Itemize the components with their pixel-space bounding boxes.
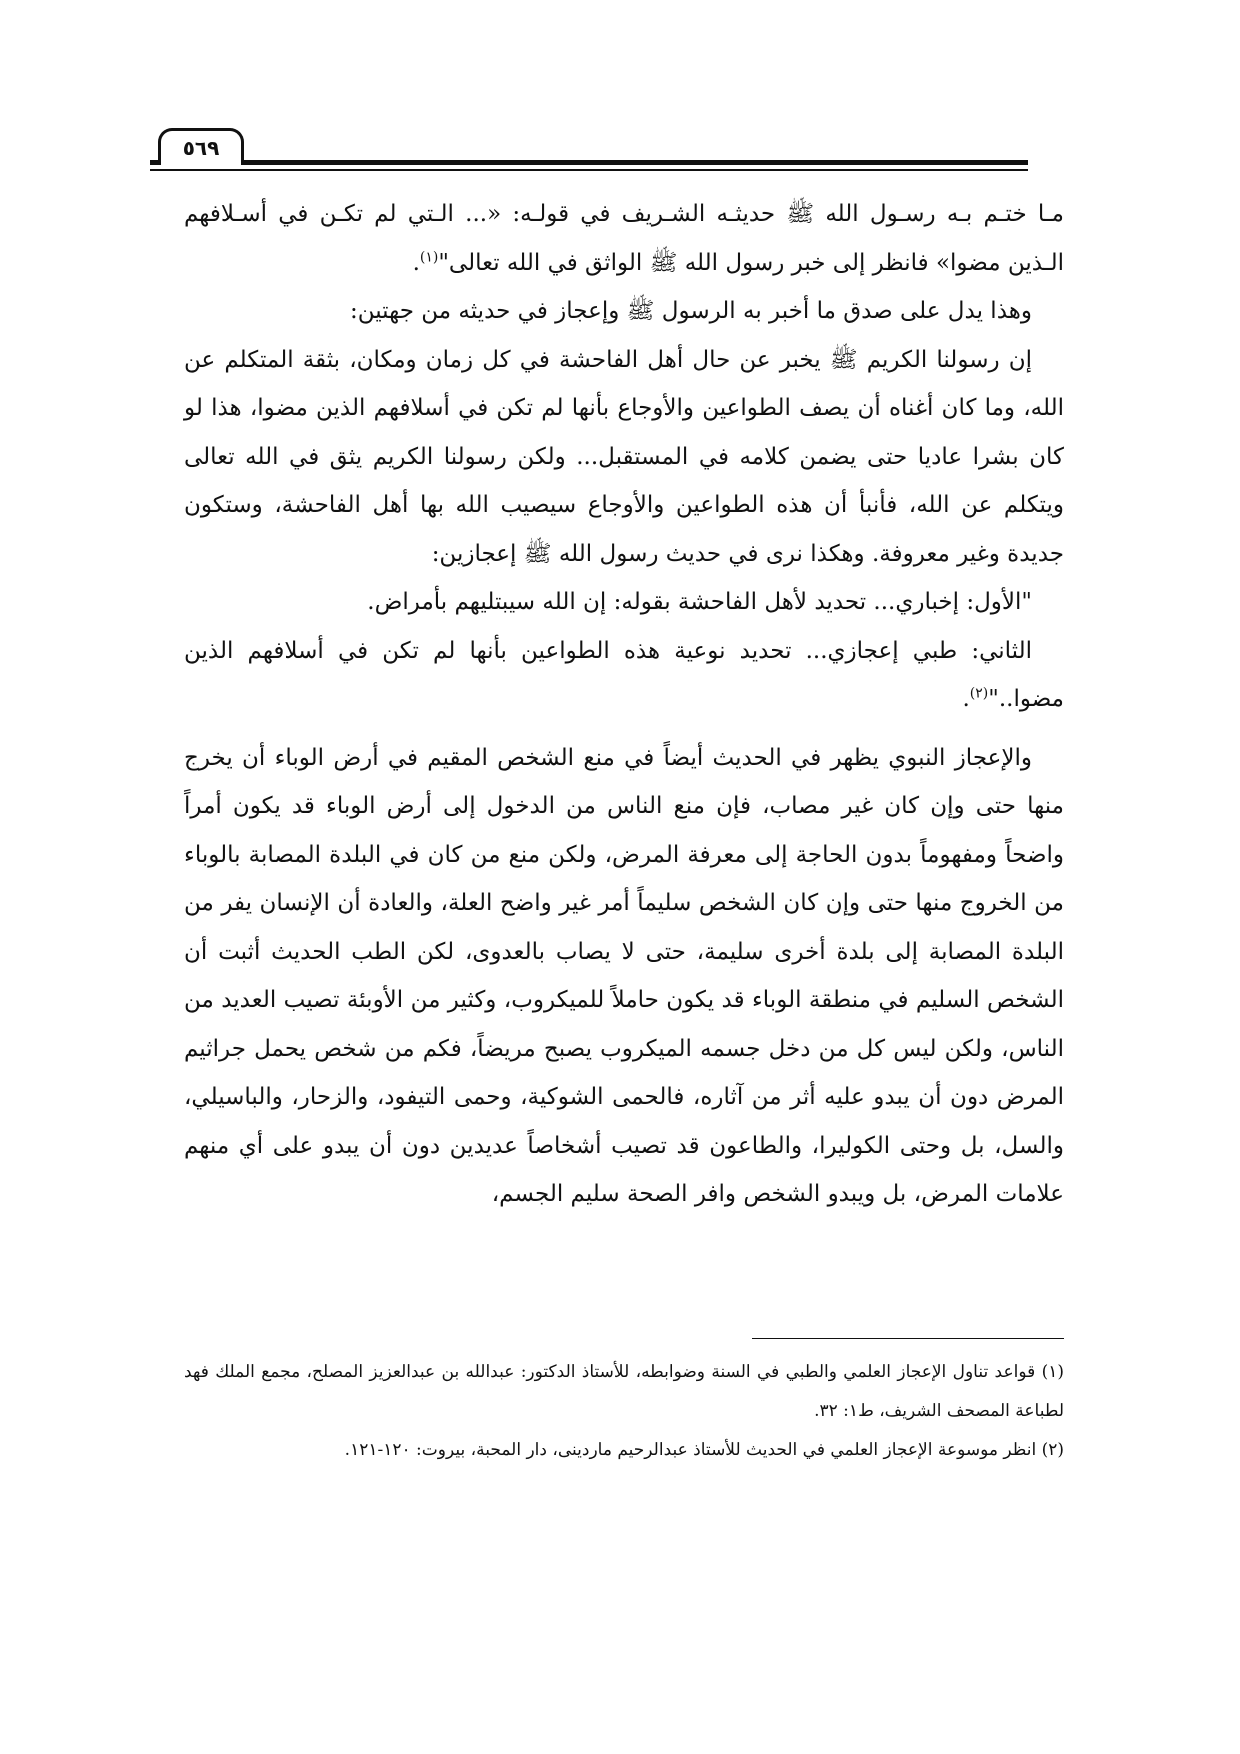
footnote-2: (٢) انظر موسوعة الإعجاز العلمي في الحديث للأستاذ عبدالرحيم ماردينى، دار المحبة، بيروت: ١٢٠-١٢١. <box>344 1440 1064 1460</box>
footnote-1: (١) قواعد تناول الإعجاز العلمي والطبي في السنة وضوابطه، للأستاذ الدكتور: عبدالله بن عبدالعزيز المصلح، مجمع الملك فهد لطباعة المصحف الشريف، ط١: ٣٢. <box>184 1362 1064 1421</box>
paragraph-1 <box>184 190 1064 287</box>
header-rule <box>150 160 1028 165</box>
paragraph-2: وهذا يدل على صدق ما أخبر به الرسول ﷺ وإعجاز في حديثه من جهتين: <box>349 298 1032 324</box>
paragraph-text: الثاني: طبي إعجازي... تحديد نوعية هذه الطواعين بأنها لم تكن في أسلافهم الذين مضوا.." <box>184 637 1064 712</box>
page-number: ٥٦٩ <box>158 128 244 165</box>
paragraph-3: إن رسولنا الكريم ﷺ يخبر عن حال أهل الفاحشة في كل زمان ومكان، بثقة المتكلم عن الله، وما كان أغناه أن يصف الطواعين والأوجاع بأنها لم تكن في أسلافهم الذين مضوا، هذا لو كان بشرا عاديا حتى يضمن كلامه في المستقبل... ولكن رسولنا الكريم يثق في الله تعالى ويتكلم عن الله، فأنبأ أن هذه الطواعين والأوجاع سيصيب الله بها أهل الفاحشة، وستكون جديدة وغير معروفة. وهكذا نرى في حديث رسول الله ﷺ إعجازين: <box>184 346 1064 567</box>
paragraph-4: "الأول: إخباري... تحديد لأهل الفاحشة بقوله: إن الله سيبتليهم بأمراض. <box>367 589 1032 615</box>
footnote-ref-2: (٢) <box>969 685 989 702</box>
footnotes <box>184 1353 1064 1470</box>
paragraph-5 <box>184 627 1064 724</box>
header-rule-thin <box>150 169 1028 171</box>
main-text <box>184 190 1064 1219</box>
footnote-ref-1: (١) <box>419 248 439 265</box>
paragraph-text-end: . <box>412 249 420 276</box>
footnote-separator <box>752 1338 1064 1339</box>
paragraph-text-end: . <box>962 686 970 712</box>
paragraph-6: والإعجاز النبوي يظهر في الحديث أيضاً في منع الشخص المقيم في أرض الوباء أن يخرج منها حتى وإن كان غير مصاب، فإن منع الناس من الدخول إلى أرض الوباء قد يكون أمراً واضحاً ومفهوماً بدون الحاجة إلى معرفة المرض، ولكن منع من كان في البلدة المصابة بالوباء من الخروج منها حتى وإن كان الشخص سليماً أمر غير واضح العلة، والعادة أن الإنسان يفر من البلدة المصابة إلى بلدة أخرى سليمة، حتى لا يصاب بالعدوى، لكن الطب الحديث أثبت أن الشخص السليم في منطقة الوباء قد يكون حاملاً للميكروب، وكثير من الأوبئة تصيب العديد من الناس، ولكن ليس كل من دخل جسمه الميكروب يصبح مريضاً، فكم من شخص يحمل جراثيم المرض دون أن يبدو عليه أثر من آثاره، فالحمى الشوكية، وحمى التيفود، والزحار، والباسيلي، والسل، بل وحتى الكوليرا، والطاعون قد تصيب أشخاصاً عديدين دون أن يبدو على أي منهم علامات المرض، بل ويبدو الشخص وافر الصحة سليم الجسم، <box>184 744 1065 1207</box>
paragraph-text: مـا ختـم بـه رسـول الله ﷺ حديثـه الشـريف في قولـه: «... الـتي لم تكـن في أسـلافهم الـذين مضوا» فانظر إلى خبر رسول الله ﷺ الواثق في الله تعالى" <box>184 201 1064 276</box>
